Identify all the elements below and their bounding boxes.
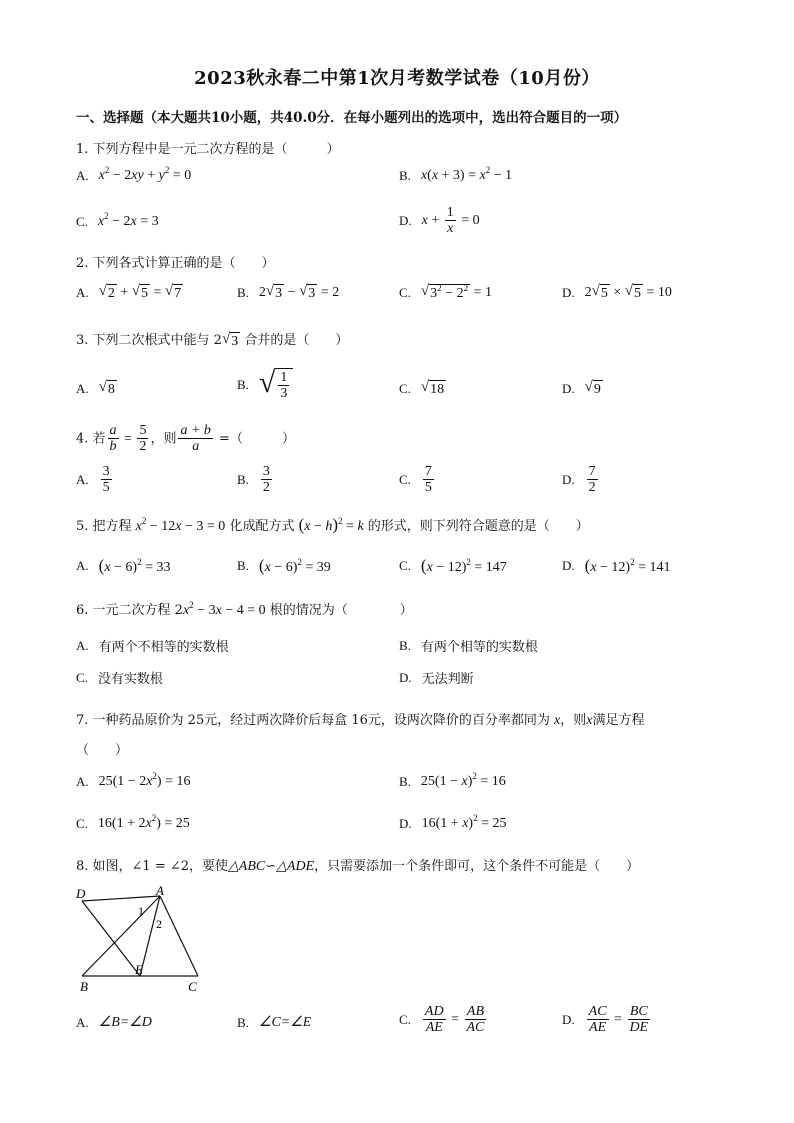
q3-option-d[interactable]	[562, 380, 603, 398]
question-7-stem: 7. 一种药品原价为 25元，经过两次降价后每盒 16元，设两次降价的百分率都同为 x，则x满足方程	[76, 713, 645, 728]
option-label: B.	[237, 376, 249, 392]
q6-b-text: 有两个相等的实数根	[420, 640, 538, 655]
segment-de	[82, 901, 140, 976]
question-1-stem: 1. 下列方程中是一元二次方程的是（ ）	[76, 142, 340, 157]
question-2-stem: 2. 下列各式计算正确的是（ ）	[76, 256, 275, 271]
q7-d-expr: $16(1 + x)^2 = 25$	[421, 813, 507, 831]
option-label: A.	[76, 774, 89, 789]
q3-d-expr: √ 9	[584, 379, 601, 397]
option-label: A.	[76, 381, 89, 396]
q2-b-expr: 2 √ 3 − √ 3 = 2	[258, 283, 340, 301]
q3-a-expr: √ 8	[98, 379, 115, 397]
label-angle-1: 1	[138, 904, 144, 918]
q5-option-b[interactable]	[237, 556, 331, 576]
option-label: D.	[562, 471, 575, 487]
q1-option-c[interactable]	[76, 211, 159, 230]
q2-option-a[interactable]	[76, 284, 183, 302]
label-e: E	[135, 962, 143, 977]
page-title: 2023秋永春二中第1次月考数学试卷（10月份）	[194, 68, 600, 89]
q5-c-expr: $(x - 12)^2 = 147$	[420, 556, 507, 575]
q3-option-b[interactable]	[237, 368, 293, 402]
option-label: A.	[76, 637, 89, 653]
q8-option-b[interactable]	[237, 1014, 311, 1031]
option-label: C.	[399, 285, 411, 300]
q5-option-d[interactable]	[562, 556, 671, 576]
option-label: A.	[76, 558, 89, 573]
q6-option-a[interactable]	[76, 636, 229, 655]
q8-option-d[interactable]	[562, 1004, 652, 1036]
option-label: C.	[399, 558, 411, 573]
option-label: A.	[76, 285, 89, 300]
option-label: D.	[399, 816, 412, 831]
q1-option-a[interactable]	[76, 165, 192, 184]
q5-option-a[interactable]	[76, 556, 171, 576]
segment-ac	[160, 896, 198, 976]
option-label: B.	[399, 637, 411, 653]
q4-option-c[interactable]	[399, 464, 436, 496]
q7-a-expr: $25(1 - 2x^2) = 16$	[98, 771, 191, 789]
q7-c-expr: $16(1 + 2x^2) = 25$	[97, 813, 190, 831]
q4-c-expr: $\frac{7}{5}$	[424, 464, 432, 496]
q2-option-c[interactable]	[399, 284, 492, 302]
q8-b-expr: ∠C=∠E	[258, 1015, 312, 1030]
option-label: D.	[562, 1011, 575, 1027]
q6-c-text: 没有实数根	[97, 672, 163, 687]
option-label: B.	[237, 558, 249, 573]
option-label: A.	[76, 168, 89, 183]
q7-option-b[interactable]	[399, 771, 506, 790]
q4-option-b[interactable]	[237, 464, 274, 496]
q1-c-expr: $x^2 - 2x = 3$	[97, 211, 159, 229]
q2-a-expr: √ 2 + √ 5 = √ 7	[98, 283, 182, 301]
q4-d-expr: $\frac{7}{2}$	[588, 464, 596, 496]
question-7-stem-line2: （ ）	[76, 743, 129, 758]
option-label: A.	[76, 1014, 89, 1030]
option-label: C.	[399, 471, 411, 487]
option-label: D.	[399, 212, 412, 228]
option-label: A.	[76, 471, 89, 487]
q6-option-c[interactable]	[76, 668, 163, 687]
q6-a-text: 有两个不相等的实数根	[98, 640, 229, 655]
option-label: C.	[76, 214, 88, 229]
q2-c-expr: √ $3^2 - 2^2$ = 1	[420, 283, 492, 301]
option-label: D.	[562, 285, 575, 300]
option-label: C.	[76, 669, 88, 685]
triangle-diagram	[72, 884, 212, 996]
q4-b-expr: $\frac{3}{2}$	[262, 464, 270, 496]
option-label: C.	[399, 381, 411, 396]
label-a: A	[156, 884, 164, 898]
q2-d-expr: 2 √ 5 × √ 5 = 10	[584, 283, 672, 301]
option-label: C.	[76, 816, 88, 831]
q7-option-d[interactable]	[399, 813, 507, 832]
q5-a-expr: $(x - 6)^2 = 33$	[98, 556, 171, 575]
q8-a-expr: ∠B=∠D	[98, 1015, 152, 1030]
q1-b-expr: $x(x + 3) = x^2 - 1$	[420, 165, 513, 183]
option-label: D.	[562, 558, 575, 573]
option-label: D.	[562, 381, 575, 396]
option-label: B.	[399, 168, 411, 183]
q1-option-b[interactable]	[399, 165, 513, 184]
q2-option-d[interactable]	[562, 284, 672, 302]
label-c: C	[188, 979, 197, 994]
q3-b-expr: √ $\frac{1}{3}$	[259, 368, 293, 402]
q5-option-c[interactable]	[399, 556, 507, 576]
section-heading: 一、选择题（本大题共10小题，共40.0分．在每小题列出的选项中，选出符合题目的一项）	[76, 110, 628, 126]
q4-option-a[interactable]	[76, 464, 114, 496]
question-3-stem: 3. 下列二次根式中能与 2 √ 3 合并的是（ ）	[76, 330, 349, 349]
option-label: B.	[237, 1014, 249, 1030]
q8-c-expr: $\frac{AD}{AE}$ = $\frac{AB}{AC}$	[424, 1004, 485, 1036]
q3-c-expr: √ 18	[420, 379, 445, 397]
q4-option-d[interactable]	[562, 464, 600, 496]
option-label: B.	[237, 471, 249, 487]
q7-option-a[interactable]	[76, 771, 191, 790]
q4-a-expr: $\frac{3}{5}$	[102, 464, 110, 496]
q7-option-c[interactable]	[76, 813, 190, 832]
question-5-stem: 5. 把方程 $x^2 - 12x - 3 = 0$ 化成配方式 $(x - h)^2 = k$ 的形式，则下列符合题意的是（ ）	[76, 515, 589, 534]
segment-da	[82, 896, 160, 901]
option-label: B.	[237, 285, 249, 300]
q2-option-b[interactable]	[237, 284, 339, 302]
option-label: D.	[399, 669, 412, 685]
question-6-stem: 6. 一元二次方程 $2x^2 - 3x - 4 = 0$ 根的情况为（ ）	[76, 600, 413, 618]
q3-option-c[interactable]	[399, 380, 446, 398]
q8-option-c[interactable]	[399, 1004, 488, 1036]
segment-ab	[82, 896, 160, 976]
option-label: C.	[399, 1011, 411, 1027]
q7-b-expr: $25(1 - x)^2 = 16$	[420, 771, 506, 789]
question-4-stem: 4. 若 $\frac{a}{b}$ = $\frac{5}{2}$ ，则 $\frac{a + b}{a}$ =（ ）	[76, 423, 295, 455]
q1-a-expr: $x^2 - 2xy + y^2 = 0$	[98, 165, 192, 183]
q5-d-expr: $(x - 12)^2 = 141$	[584, 556, 671, 575]
q3-option-a[interactable]	[76, 380, 117, 398]
q8-option-a[interactable]	[76, 1014, 152, 1031]
option-label: B.	[399, 774, 411, 789]
q6-option-b[interactable]	[399, 636, 538, 655]
q6-d-text: 无法判断	[421, 672, 474, 687]
q6-option-d[interactable]	[399, 668, 474, 687]
label-angle-2: 2	[156, 917, 162, 931]
label-b: B	[80, 979, 88, 994]
q1-option-d[interactable]	[399, 205, 480, 237]
q5-b-expr: $(x - 6)^2 = 39$	[258, 556, 331, 575]
q1-d-expr: x + $\frac{1}{x}$ = 0	[421, 205, 480, 237]
label-d: D	[76, 886, 86, 901]
question-8-stem: 8. 如图，∠1 = ∠2，要使△ABC∽△ADE，只需要添加一个条件即可，这个条件不可能是（ ）	[76, 859, 640, 874]
q8-d-expr: $\frac{AC}{AE}$ = $\frac{BC}{DE}$	[588, 1004, 649, 1036]
